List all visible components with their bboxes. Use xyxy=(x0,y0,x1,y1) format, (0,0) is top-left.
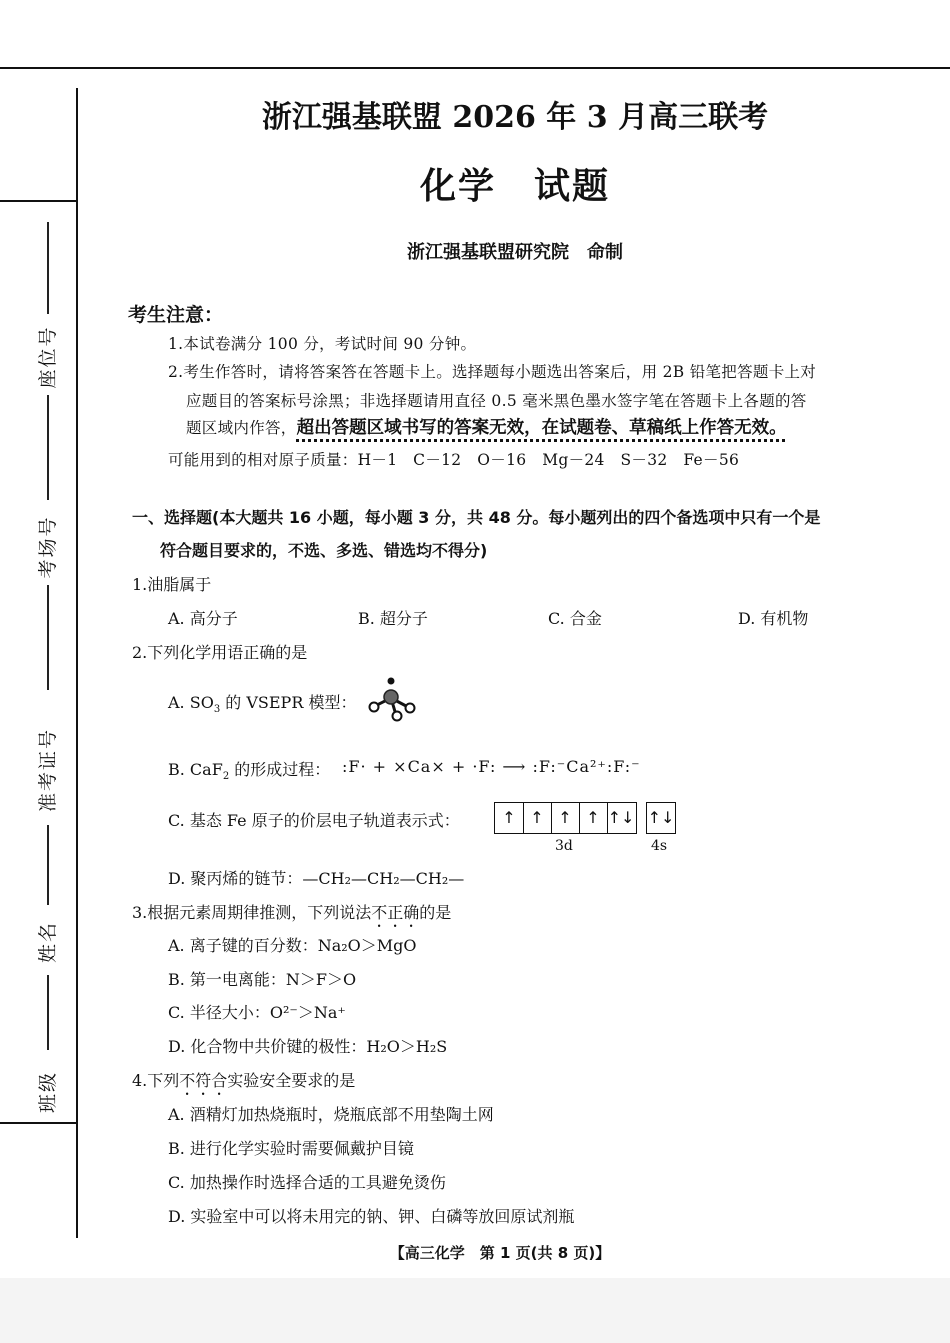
q4-option-d: D. 实验室中可以将未用完的钠、钾、白磷等放回原试剂瓶 xyxy=(168,1207,575,1226)
publisher: 浙江强基联盟研究院 命制 xyxy=(407,242,623,263)
lone-pair-lobe xyxy=(388,678,395,685)
page-footer: 【高三化学 第 1 页(共 8 页)】 xyxy=(389,1244,611,1262)
q1-option-d: D. 有机物 xyxy=(738,609,809,628)
q3-option-a: A. 离子键的百分数：Na₂O＞MgO xyxy=(168,936,417,955)
q2-option-b-pre: B. CaF xyxy=(168,760,223,779)
notice-item-2-line-3 xyxy=(186,414,787,439)
q2-option-a-post: 的 VSEPR 模型： xyxy=(220,693,357,712)
q2-option-a-pre: A. SO xyxy=(168,693,214,712)
notice-heading: 考生注意： xyxy=(128,304,224,326)
section-1-heading-line-1: 一、选择题(本大题共 16 小题，每小题 3 分，共 48 分。每小题列出的四个备选项中只有一个是 xyxy=(132,508,821,527)
orbital-3d-4: ↑ xyxy=(579,803,608,833)
q3-option-c: C. 半径大小：O²⁻＞Na⁺ xyxy=(168,1003,346,1022)
section-1-heading-line-2: 符合题目要求的，不选、多选、错选均不得分) xyxy=(160,541,488,560)
orbital-3d-3: ↑ xyxy=(551,803,580,833)
notice-item-2-line-1: 2.考生作答时，请将答案答在答题卡上。选择题每小题选出答案后，用 2B 铅笔把答题卡上对 xyxy=(168,363,817,381)
outer-atom-1 xyxy=(370,703,379,712)
exam-room-blank xyxy=(47,395,49,500)
q3-option-d: D. 化合物中共价键的极性：H₂O＞H₂S xyxy=(168,1037,448,1056)
q2-option-b-post: 的形成过程： xyxy=(229,760,331,779)
central-atom xyxy=(384,690,398,704)
orbital-4s-label: 4s xyxy=(651,838,668,854)
subject-title: 化学 试题 xyxy=(419,165,610,207)
q4-stem-c: 实验安全要求的是 xyxy=(227,1071,356,1090)
top-rule xyxy=(0,67,950,69)
exam-title: 浙江强基联盟 2026 年 3 月高三联考 xyxy=(261,100,769,135)
q2-stem: 2.下列化学用语正确的是 xyxy=(132,643,308,662)
q2-option-b xyxy=(168,757,330,782)
orbital-3d-1: ↑ xyxy=(495,803,524,833)
q4-option-b: B. 进行化学实验时需要佩戴护目镜 xyxy=(168,1139,414,1158)
notice-emphasis: 超出答题区域书写的答案无效，在试题卷、草稿纸上作答无效。 xyxy=(296,418,787,438)
q3-stem xyxy=(132,900,451,931)
orbital-3d-5: ↑↓ xyxy=(607,808,635,827)
seat-number-blank xyxy=(47,222,49,314)
q1-option-c: C. 合金 xyxy=(548,609,602,628)
q1-option-a: A. 高分子 xyxy=(168,609,238,628)
q2-option-a xyxy=(168,690,356,715)
notice-item-2-line-2: 应题目的答案标号涂黑；非选择题请用直径 0.5 毫米黑色墨水签字笔在答题卡上各题的答 xyxy=(186,392,807,410)
notice-item-1: 1.本试卷满分 100 分，考试时间 90 分钟。 xyxy=(168,335,477,353)
q4-stem-a: 4.下列 xyxy=(132,1071,180,1090)
q2-option-b-formula: :F· + ×Ca× + ·F: ⟶ :F:⁻Ca²⁺:F:⁻ xyxy=(342,757,641,776)
vsepr-model-icon xyxy=(366,674,422,722)
q2-option-c: C. 基态 Fe 原子的价层电子轨道表示式： xyxy=(168,811,460,830)
orbital-4s-box xyxy=(646,802,676,834)
q2-option-b-sub: 2 xyxy=(222,771,230,783)
q4-stem-emphasis: 不符合 xyxy=(179,1071,228,1090)
q1-option-b: B. 超分子 xyxy=(358,609,428,628)
notice-item-2-line-3-plain: 题区域内作答， xyxy=(186,419,297,437)
q3-stem-c: 的是 xyxy=(419,903,452,922)
q3-option-b: B. 第一电离能：N＞F＞O xyxy=(168,970,357,989)
name-label: 姓名 xyxy=(37,921,59,964)
orbital-3d-box xyxy=(494,802,637,834)
admission-ticket-blank xyxy=(47,585,49,690)
exam-room-label: 考场号 xyxy=(37,515,59,579)
orbital-3d-label: 3d xyxy=(555,838,573,854)
bottom-band xyxy=(0,1278,950,1343)
admission-ticket-label: 准考证号 xyxy=(37,728,59,813)
outer-atom-2 xyxy=(406,704,415,713)
q4-option-a: A. 酒精灯加热烧瓶时，烧瓶底部不用垫陶土网 xyxy=(168,1105,494,1124)
q4-option-c: C. 加热操作时选择合适的工具避免烫伤 xyxy=(168,1173,446,1192)
q2-option-d: D. 聚丙烯的链节：—CH₂—CH₂—CH₂— xyxy=(168,869,465,888)
class-label: 班级 xyxy=(37,1071,59,1114)
orbital-4s: ↑↓ xyxy=(647,808,675,827)
seat-number-label: 座位号 xyxy=(37,325,59,389)
q4-stem xyxy=(132,1068,355,1099)
q2-option-a-sub: 3 xyxy=(213,704,221,716)
q3-stem-a: 3.根据元素周期律推测，下列说法 xyxy=(132,903,372,922)
atomic-mass-line: 可能用到的相对原子质量：H－1 C－12 O－16 Mg－24 S－32 Fe－56 xyxy=(168,451,740,469)
q3-stem-emphasis: 不正确 xyxy=(371,903,420,922)
outer-atom-3 xyxy=(393,712,402,721)
q1-stem: 1.油脂属于 xyxy=(132,575,212,594)
orbital-3d-2: ↑ xyxy=(523,803,552,833)
